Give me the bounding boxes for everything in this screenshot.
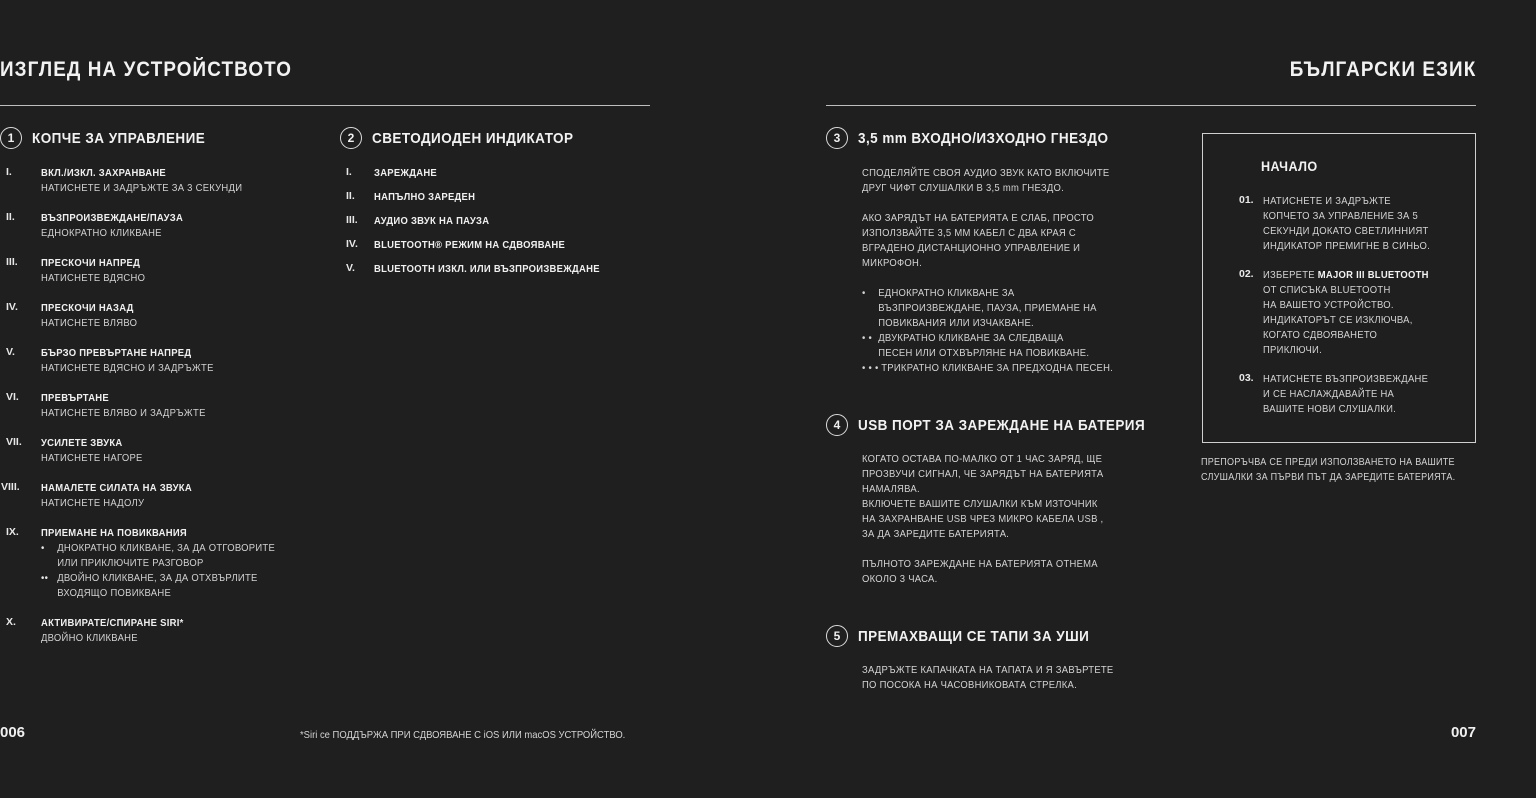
roman-numeral: IX.: [6, 526, 19, 538]
item-description: НАТИСНЕТЕ И ЗАДРЪЖТЕ ЗА 3 СЕКУНДИ: [41, 182, 243, 194]
left-page-title: ИЗГЛЕД НА УСТРОЙСТВОТО: [0, 58, 293, 81]
item-description: ДВОЙНО КЛИКВАНЕ: [41, 632, 138, 644]
item-description: НАТИСНЕТЕ ВДЯСНО: [41, 272, 146, 284]
section-number-badge: 1: [0, 127, 22, 149]
section-title: USB ПОРТ ЗА ЗАРЕЖДАНЕ НА БАТЕРИЯ: [858, 416, 1146, 434]
list-item: [6, 526, 301, 601]
roman-numeral: VIII.: [1, 481, 20, 493]
list-item: [6, 616, 199, 646]
section-title: 3,5 mm ВХОДНО/ИЗХОДНО ГНЕЗДО: [858, 129, 1109, 147]
page-number-right: 007: [1450, 724, 1476, 741]
item-title: ВЪЗПРОИЗВЕЖДАНЕ/ПАУЗА: [41, 212, 184, 224]
item-title: АУДИО ЗВУК НА ПАУЗА: [374, 215, 490, 227]
item-title: BLUETOOTH ИЗКЛ. ИЛИ ВЪЗПРОИЗВЕЖДАНЕ: [374, 263, 600, 275]
list-item: [346, 214, 502, 229]
item-title: УСИЛЕТЕ ЗВУКА: [41, 437, 123, 449]
item-title: ПРЕВЪРТАНЕ: [41, 392, 109, 404]
right-title-rule: [826, 105, 1476, 106]
item-description: НАТИСНЕТЕ ВДЯСНО И ЗАДРЪЖТЕ: [41, 362, 214, 374]
bullet-line: ДВОЙНО КЛИКВАНЕ, ЗА ДА ОТХВЪРЛИТЕ: [57, 572, 258, 584]
item-title: ЗАРЕЖДАНЕ: [374, 167, 438, 179]
getting-started-box: [1202, 133, 1476, 443]
roman-numeral: VII.: [6, 436, 22, 448]
section-3-bullets: [862, 286, 1113, 376]
roman-numeral: III.: [346, 214, 358, 226]
section-3-paragraph-2: АКО ЗАРЯДЪТ НА БАТЕРИЯТА Е СЛАБ, ПРОСТО ИЗПОЛЗВАЙТЕ 3,5 ММ КАБЕЛ С ДВА КРАЯ С ВГРАДЕНО ДИСТАНЦИОННО УПРАВЛЕНИЕ И МИКРОФОН.: [862, 212, 1094, 269]
bullet-marker: • • •: [862, 362, 879, 374]
roman-numeral: I.: [6, 166, 12, 178]
bullet-line: ИЛИ ПРИКЛЮЧИТЕ РАЗГОВОР: [57, 557, 204, 569]
led-indicator-list: [346, 166, 646, 286]
bullet-line: ВХОДЯЩО ПОВИКВАНЕ: [57, 587, 172, 599]
list-item: [6, 436, 154, 466]
section-4-header: [826, 414, 1177, 436]
bullet-item: • • ДВУКРАТНО КЛИКВАНЕ ЗА СЛЕДВАЩА ПЕСЕН ИЛИ ОТХВЪРЛЯНЕ НА ПОВИКВАНЕ.: [862, 332, 1090, 359]
list-item: [346, 166, 444, 181]
item-title: ПРИЕМАНЕ НА ПОВИКВАНИЯ: [41, 527, 187, 539]
list-item: [6, 391, 224, 421]
section-number-badge: 3: [826, 127, 848, 149]
section-5-paragraph: ЗАДРЪЖТЕ КАПАЧКАТА НА ТАПАТА И Я ЗАВЪРТЕТЕ ПО ПОСОКА НА ЧАСОВНИКОВАТА СТРЕЛКА.: [862, 664, 1114, 691]
roman-numeral: V.: [6, 346, 15, 358]
section-4-paragraph-1: КОГАТО ОСТАВА ПО-МАЛКО ОТ 1 ЧАС ЗАРЯД, ЩЕ ПРОЗВУЧИ СИГНАЛ, ЧЕ ЗАРЯДЪТ НА БАТЕРИЯТА НАМАЛЯВА. ВКЛЮЧЕТЕ ВАШИТЕ СЛУШАЛКИ КЪМ ИЗТОЧНИК НА ЗАХРАНВАНЕ USB ЧРЕЗ МИКРО КАБЕЛА USB , ЗА ДА ЗАРЕДИТЕ БАТЕРИЯТА.: [862, 453, 1104, 540]
section-5-header: [826, 625, 1115, 647]
bullet-marker: •: [41, 542, 45, 554]
section-1-header: [0, 127, 224, 149]
bullet-item: [41, 571, 275, 601]
step-item: 03. НАТИСНЕТЕ ВЪЗПРОИЗВЕЖДАНЕ И СЕ НАСЛАЖДАВАЙТЕ НА ВАШИТЕ НОВИ СЛУШАЛКИ.: [1239, 372, 1429, 415]
section-number-badge: 2: [340, 127, 362, 149]
roman-numeral: V.: [346, 262, 355, 274]
roman-numeral: IV.: [6, 301, 18, 313]
step-item: 01. НАТИСНЕТЕ И ЗАДРЪЖТЕ КОПЧЕТО ЗА УПРАВЛЕНИЕ ЗА 5 СЕКУНДИ ДОКАТО СВЕТЛИННИЯТ ИНДИКАТОР ПРЕМИГНЕ В СИНЬО.: [1239, 194, 1431, 252]
item-title: BLUETOOTH® РЕЖИМ НА СДВОЯВАНЕ: [374, 239, 566, 251]
section-number-badge: 4: [826, 414, 848, 436]
charging-note: ПРЕПОРЪЧВА СЕ ПРЕДИ ИЗПОЛЗВАНЕТО НА ВАШИТЕ СЛУШАЛКИ ЗА ПЪРВИ ПЪТ ДА ЗАРЕДИТЕ БАТЕРИЯТА.: [1201, 456, 1456, 483]
list-item: [346, 190, 486, 205]
item-description: НАТИСНЕТЕ ВЛЯВО: [41, 317, 138, 329]
item-description: ЕДНОКРАТНО КЛИКВАНЕ: [41, 227, 162, 239]
start-box-title: НАЧАЛО: [1261, 158, 1318, 174]
step-number: 03.: [1239, 372, 1254, 384]
section-4-paragraph-2: ПЪЛНОТО ЗАРЕЖДАНЕ НА БАТЕРИЯТА ОТНЕМА ОКОЛО 3 ЧАСА.: [862, 558, 1098, 585]
left-title-rule: [0, 105, 650, 106]
step-number: 01.: [1239, 194, 1254, 206]
list-item: [346, 238, 586, 253]
section-title: КОПЧЕ ЗА УПРАВЛЕНИЕ: [32, 129, 206, 147]
footnote: *Siri се ПОДДЪРЖА ПРИ СДВОЯВАНЕ С iOS ИЛИ macOS УСТРОЙСТВО.: [300, 729, 626, 741]
roman-numeral: II.: [6, 211, 15, 223]
bullet-marker: • •: [862, 332, 873, 344]
bullet-marker: ••: [41, 572, 49, 584]
item-title: ПРЕСКОЧИ НАПРЕД: [41, 257, 141, 269]
bullet-item: • ЕДНОКРАТНО КЛИКВАНЕ ЗА ВЪЗПРОИЗВЕЖДАНЕ, ПАУЗА, ПРИЕМАНЕ НА ПОВИКВАНИЯ ИЛИ ИЗЧАКВАНЕ.: [862, 287, 1097, 329]
step-number: 02.: [1239, 268, 1254, 280]
roman-numeral: I.: [346, 166, 352, 178]
item-title: НАПЪЛНО ЗАРЕДЕН: [374, 191, 476, 203]
item-title: ПРЕСКОЧИ НАЗАД: [41, 302, 134, 314]
bullet-item: [41, 541, 275, 571]
section-title: СВЕТОДИОДЕН ИНДИКАТОР: [372, 129, 574, 147]
item-title: АКТИВИРАТЕ/СПИРАНЕ SIRI*: [41, 617, 184, 629]
item-title: БЪРЗО ПРЕВЪРТАНЕ НАПРЕД: [41, 347, 192, 359]
item-title: ВКЛ./ИЗКЛ. ЗАХРАНВАНЕ: [41, 167, 166, 179]
right-page-title: БЪЛГАРСКИ ЕЗИК: [1289, 58, 1476, 81]
list-item: [6, 301, 148, 331]
page-number-left: 006: [0, 724, 26, 741]
list-item: [6, 211, 199, 241]
roman-numeral: IV.: [346, 238, 358, 250]
roman-numeral: II.: [346, 190, 355, 202]
bullet-item: • • • ТРИКРАТНО КЛИКВАНЕ ЗА ПРЕДХОДНА ПЕСЕН.: [862, 362, 1114, 374]
item-description: НАТИСНЕТЕ НАДОЛУ: [41, 497, 145, 509]
roman-numeral: X.: [6, 616, 16, 628]
bullet-marker: •: [862, 287, 866, 299]
roman-numeral: III.: [6, 256, 18, 268]
step-item: 02. ИЗБЕРЕТЕ MAJOR III BLUETOOTH ОТ СПИСЪКА BLUETOOTH НА ВАШЕТО УСТРОЙСТВО. ИНДИКАТОРЪТ СЕ ИЗКЛЮЧВА, КОГАТО СДВОЯВАНЕТО ПРИКЛЮЧИ.: [1239, 268, 1429, 356]
item-description: НАТИСНЕТЕ ВЛЯВО И ЗАДРЪЖТЕ: [41, 407, 206, 419]
control-button-list: [1, 166, 326, 646]
list-item: [6, 166, 265, 196]
roman-numeral: VI.: [6, 391, 19, 403]
bullet-line: ДНОКРАТНО КЛИКВАНЕ, ЗА ДА ОТГОВОРИТЕ: [57, 542, 276, 554]
section-title: ПРЕМАХВАЩИ СЕ ТАПИ ЗА УШИ: [858, 627, 1090, 645]
list-item: [6, 346, 233, 376]
item-description: НАТИСНЕТЕ НАГОРЕ: [41, 452, 143, 464]
item-title: НАМАЛЕТЕ СИЛАТА НА ЗВУКА: [41, 482, 192, 494]
list-item: [6, 256, 157, 286]
section-3-header: [826, 127, 1136, 149]
list-item: [1, 481, 209, 511]
section-2-header: [340, 127, 596, 149]
list-item: [346, 262, 625, 277]
section-number-badge: 5: [826, 625, 848, 647]
section-3-paragraph-1: СПОДЕЛЯЙТЕ СВОЯ АУДИО ЗВУК КАТО ВКЛЮЧИТЕ ДРУГ ЧИФТ СЛУШАЛКИ В 3,5 mm ГНЕЗДО.: [862, 167, 1110, 194]
